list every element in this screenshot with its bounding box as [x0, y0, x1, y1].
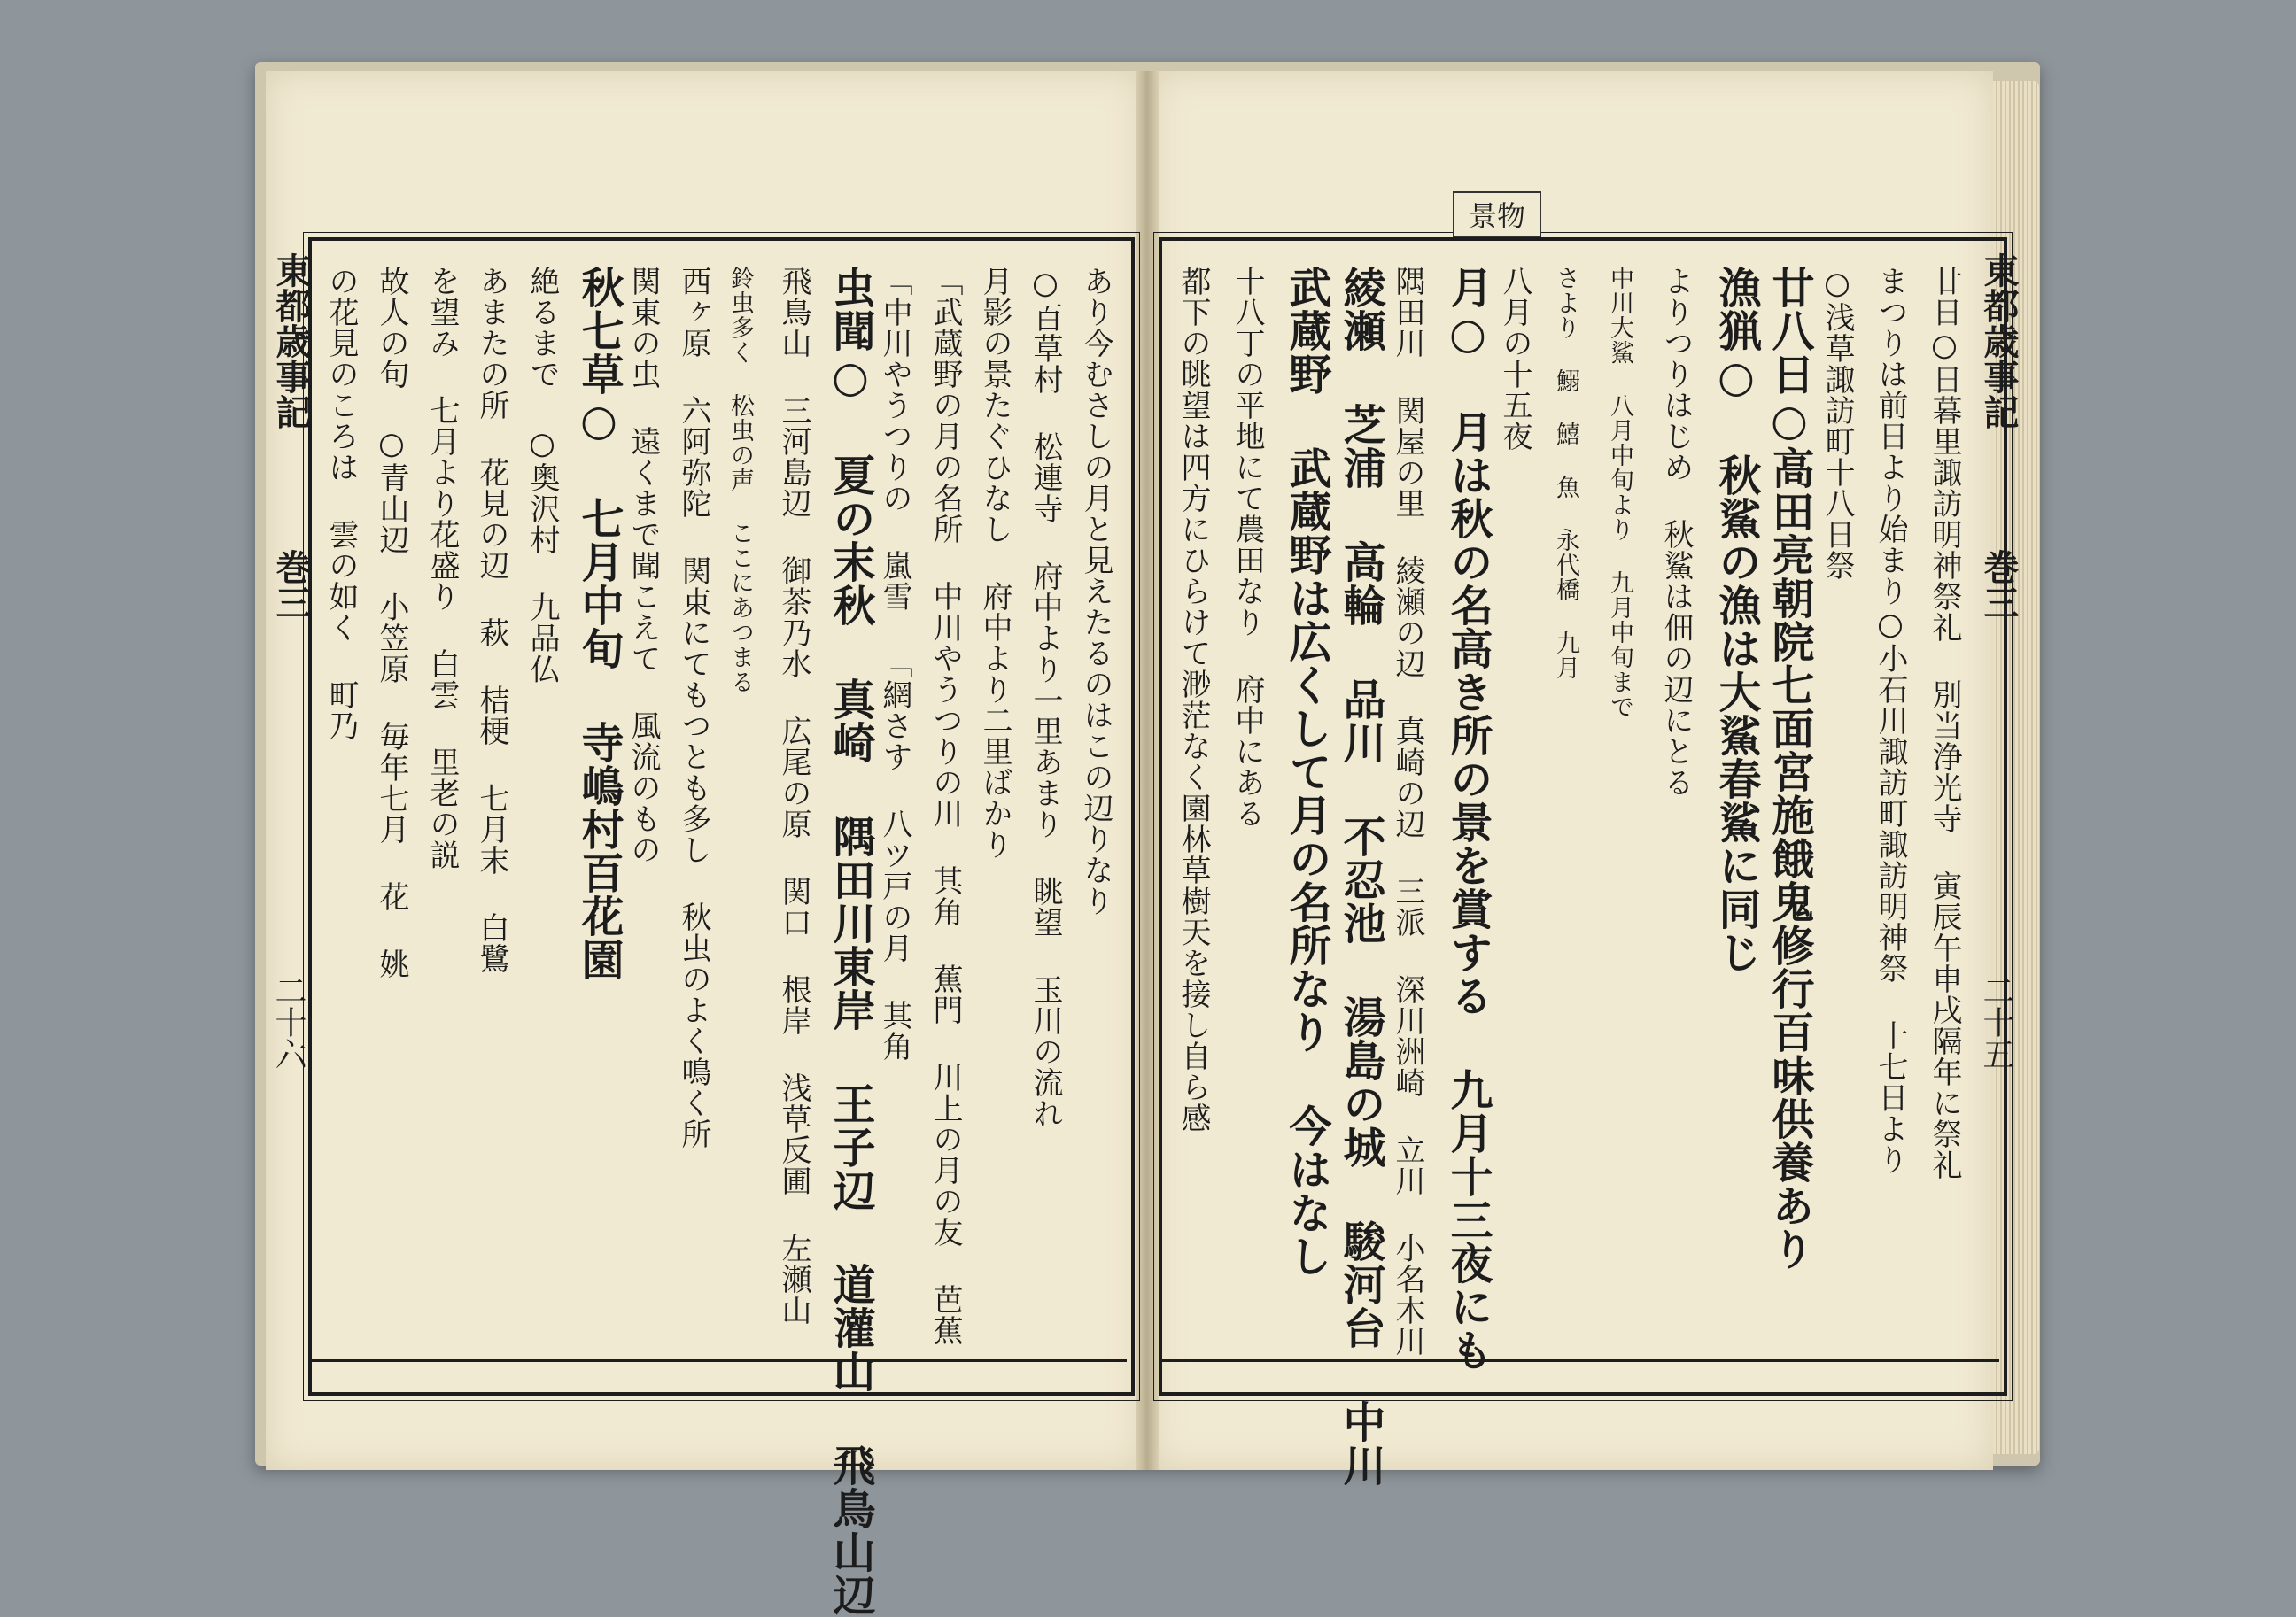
right-text-column: 都下の眺望は四方にひらけて渺茫なく園林草樹天を接し自ら感 [1175, 266, 1211, 1133]
left-text-column: を望み 七月より花盛り 白雲 里老の説 [424, 266, 460, 870]
right-text-column: まつりは前日より始まり○小石川諏訪町諏訪明神祭 十七日より [1873, 266, 1908, 1175]
right-text-column: 十八丁の平地にて農田なり 府中にある [1229, 266, 1265, 829]
right-text-column: ○浅草諏訪町十八日祭 [1819, 266, 1855, 581]
right-bottom-rule [1162, 1359, 1999, 1362]
left-text-column: 秋七草○ 七月中旬 寺嶋村百花園 [574, 266, 624, 981]
left-hashira-volume: 巻三 [270, 549, 312, 620]
left-text-column: 月影の景たぐひなし 府中より二里ばかり [977, 266, 1012, 860]
left-text-column: 西ヶ原 六阿弥陀 関東にてもつとも多し 秋虫のよく鳴く所 [676, 266, 711, 1149]
left-hashira-title: 東都歳事記 [270, 252, 312, 429]
right-text-column: 武蔵野 武蔵野は広くして月の名所なり 今はなし [1282, 266, 1331, 1278]
right-hashira-title: 東都歳事記 [1978, 252, 2020, 429]
left-text-column: 「武蔵野の月の名所 中川やうつりの川 其角 蕉門 川上の月の友 芭蕉 [927, 266, 963, 1346]
right-text-column: 漁猟○ 秋鯊の漁は大鯊春鯊に同じ [1711, 266, 1761, 974]
right-text-column: 中川大鯊 八月中旬より 九月中旬まで [1606, 266, 1633, 719]
left-text-column: 「中川やうつりの 嵐雪 「網さす 八ツ戸の月 其角 [877, 266, 912, 1062]
left-text-column: あまたの所 花見の辺 萩 桔梗 七月末 白鷺 [474, 266, 509, 974]
right-text-column: さより 鰯 鱚 魚 永代橋 九月 [1552, 266, 1579, 680]
right-hashira-volume: 巻三 [1978, 549, 2020, 620]
left-text-column: 虫聞○ 夏の末秋 真崎 隅田川東岸 王子辺 道灌山 飛鳥山辺 [826, 266, 875, 1617]
right-text-column: 月○ 月は秋の名高き所の景を賞する 九月十三夜にも [1443, 266, 1493, 1372]
book-gutter [1136, 71, 1159, 1470]
left-text-column: の花見のころは 雲の如く 町乃 [323, 266, 359, 741]
left-text-column: ○百草村 松連寺 府中より一里あまり 眺望 玉川の流れ [1028, 266, 1063, 1129]
right-text-column: よりつりはじめ 秋鯊は佃の辺にとる [1658, 266, 1694, 798]
right-text-column: 隅田川 関屋の里 綾瀬の辺 真崎の辺 三派 深川洲崎 立川 小名木川 [1390, 266, 1425, 1357]
right-text-column: 廿日○日暮里諏訪明神祭礼 別当浄光寺 寅辰午申戌隔年に祭礼 [1927, 266, 1962, 1180]
right-text-column: 八月の十五夜 [1497, 266, 1532, 452]
right-folio: 二十五 [1978, 974, 2014, 1070]
left-bottom-rule [312, 1359, 1127, 1362]
left-text-column: 故人の句 ○青山辺 小笠原 毎年七月 花 姚 [374, 266, 409, 979]
left-text-column: 絶るまで ○奥沢村 九品仏 [524, 266, 560, 685]
left-folio: 二十六 [270, 974, 306, 1070]
left-text-column: あり今むさしの月と見えたるのはこの辺りなり [1078, 266, 1113, 917]
left-text-column: 鈴虫多く 松虫の声 ここにあつまる [726, 266, 754, 694]
header-tag: 景物 [1453, 191, 1541, 237]
left-text-column: 飛鳥山 三河島辺 御茶乃水 広尾の原 関口 根岸 浅草反圃 左瀬山 [776, 266, 811, 1326]
right-text-column: 綾瀬 芝浦 高輪 品川 不忍池 湯島の城 駿河台 中川 [1336, 266, 1385, 1487]
right-text-column: 廿八日○高田亮朝院七面宮施餓鬼修行百味供養あり [1765, 266, 1814, 1271]
left-text-column: 関東の虫 遠くまで聞こえて 風流のもの [625, 266, 661, 865]
